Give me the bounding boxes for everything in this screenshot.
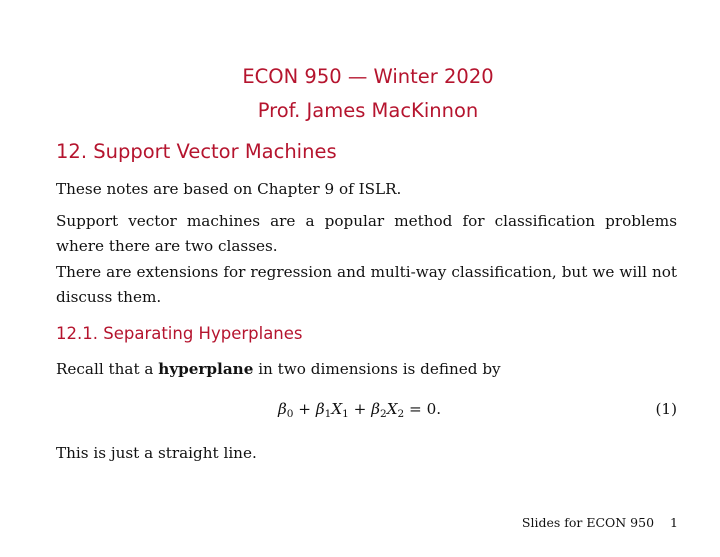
equation-row: [56, 398, 677, 424]
instructor-name: Prof. James MacKinnon: [257, 99, 479, 122]
footer-label: Slides for ECON 950: [521, 515, 655, 530]
paragraph-hyperplane-definition: [56, 357, 677, 382]
page-number: 1: [670, 515, 678, 530]
paragraph-extensions: There are extensions for regression and multi-way classification, but we will not discuss them.: [56, 263, 677, 306]
hyperplane-text-after: in two dimensions is defined by: [253, 360, 501, 378]
hyperplane-equation: $\beta_0 + \beta_1X_1 + \beta_2X_2 = 0$.: [278, 400, 442, 420]
course-title: ECON 950 — Winter 2020: [242, 65, 494, 88]
paragraph-source-note: These notes are based on Chapter 9 of ISLR.: [56, 180, 402, 198]
paragraph-svm-intro: Support vector machines are a popular method for classification problems where there are two classes.: [56, 212, 677, 255]
paragraph-straight-line: This is just a straight line.: [56, 444, 257, 462]
slide-footer: [522, 515, 678, 530]
equation-number: (1): [655, 400, 677, 418]
hyperplane-term: hyperplane: [158, 360, 254, 378]
section-heading: 12. Support Vector Machines: [56, 140, 337, 163]
subsection-heading: 12.1. Separating Hyperplanes: [56, 324, 303, 343]
slide-title-block: [0, 60, 720, 128]
hyperplane-text-before: Recall that a: [56, 360, 159, 378]
